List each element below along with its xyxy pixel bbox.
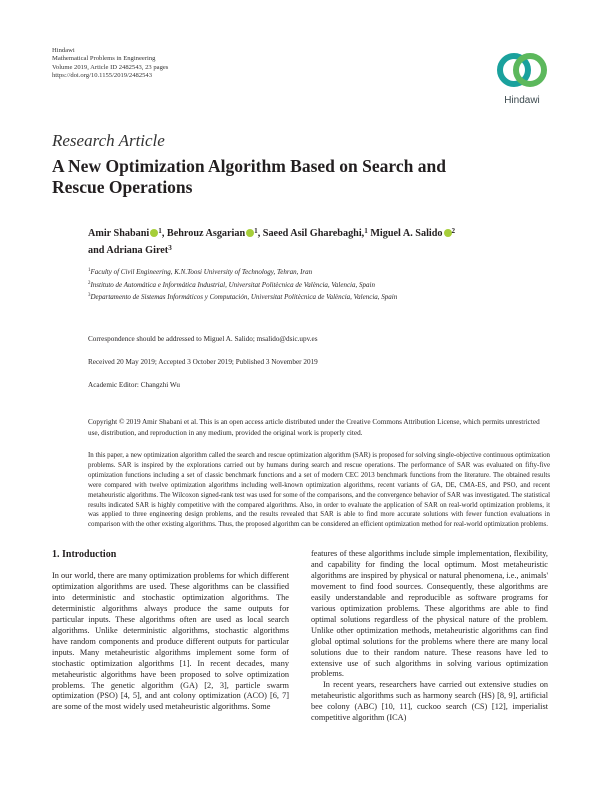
author: Miguel A. Salido $^2$ bbox=[370, 227, 456, 239]
author: Behrouz Asgarian $^1$, bbox=[166, 227, 263, 239]
journal-name: Mathematical Problems in Engineering bbox=[52, 55, 156, 63]
paragraph: In recent years, researchers have carried out extensive studies on metaheuristic algorithms such as harmony search (HS) [8, 9], artificial bee colony (ABC) [10, 11], cuckoo search (CS) [12], imperialist competitive algorithm (ICA) bbox=[311, 680, 548, 723]
orcid-icon[interactable] bbox=[444, 229, 452, 237]
journal-doi[interactable]: https://doi.org/10.1155/2019/2482543 bbox=[52, 72, 153, 80]
article-type: Research Article bbox=[52, 131, 165, 150]
journal-publisher: Hindawi bbox=[52, 47, 75, 54]
hindawi-logo-icon bbox=[494, 47, 550, 93]
paper-title: A New Optimization Algorithm Based on Search and Rescue Operations bbox=[52, 156, 446, 197]
publication-dates: Received 20 May 2019; Accepted 3 October 2019; Published 3 November 2019 bbox=[88, 358, 318, 366]
affiliation: $^1$Faculty of Civil Engineering, K.N.Toosi University of Technology, Tehran, Iran bbox=[88, 268, 313, 276]
affiliation: $^2$Instituto de Automática e Informática Industrial, Universitat Politècnica de València, Valencia, Spain bbox=[88, 280, 375, 289]
intro-right-column bbox=[311, 549, 548, 724]
author: and Adriana Giret$^3$ bbox=[88, 244, 172, 256]
abstract: In this paper, a new optimization algorithm called the search and rescue optimization algorithm (SAR) is proposed for solving single-objective continuous optimization problems. SAR is inspired by the explorations carried out by humans during search and rescue operations. The performance of SAR was evaluated on fifty-five optimization functions including a set of classic benchmark functions and a set of modern CEC 2013 benchmark functions from the literature. The obtained results were compared with twelve optimization algorithms including well-known optimization algorithms, recent variants of GA, DE, CMA-ES, and PSO, and recent metaheuristic algorithms. The Wilcoxon signed-rank test was used for some of the comparisons, and the convergence behavior of SAR was investigated. The statistical results indicated SAR is highly competitive with the compared algorithms. Also, in order to evaluate the application of SAR on real-world optimization problems, it was applied to three engineering design problems, and the results revealed that SAR is able to find more accurate solutions with fewer function evaluations in comparison with the other existing algorithms. Thus, the proposed algorithm can be considered an efficient optimization method for real-world optimization problems. bbox=[88, 452, 550, 529]
author: Amir Shabani $^1$, bbox=[88, 227, 167, 239]
paragraph: features of these algorithms include simple implementation, flexibility, and capability for finding the local optimum. Most metaheuristic algorithms are inspired by physical or natural phenomena, i.e., animals' movement to find food sources. Consequently, these algorithms are easily understandable and reproducible as software programs for various optimization problems. These algorithms are able to find optimal solutions regardless of the physical nature of the problem. Unlike other optimization methods, metaheuristic algorithms can find global optimal solutions for the problems where there are many local solutions due to their random nature. These reasons have led to extensive use of such algorithms in solving various optimization problems. bbox=[311, 549, 548, 679]
author-list bbox=[88, 225, 568, 259]
hindawi-logo bbox=[494, 47, 550, 109]
copyright-notice: Copyright © 2019 Amir Shabani et al. This is an open access article distributed under the Creative Commons Attribution License, which permits unrestricted use, distribution, and reproduction in any medium, provided the original work is properly cited. bbox=[88, 418, 540, 437]
journal-volume: Volume 2019, Article ID 2482543, 23 pages bbox=[52, 63, 169, 71]
journal-info bbox=[52, 47, 168, 81]
orcid-icon[interactable] bbox=[246, 229, 254, 237]
intro-left-column bbox=[52, 571, 289, 713]
academic-editor: Academic Editor: Changzhi Wu bbox=[88, 381, 180, 389]
affiliations bbox=[88, 266, 568, 304]
affiliation: $^3$Departamento de Sistemas Informáticos y Computación, Universitat Politècnica de València, Valencia, Spain bbox=[88, 293, 398, 301]
hindawi-logo-text: Hindawi bbox=[504, 95, 540, 106]
correspondence: Correspondence should be addressed to Miguel A. Salido; msalido@dsic.upv.es bbox=[88, 335, 318, 343]
paragraph: In our world, there are many optimization problems for which different optimization algorithms are used. These algorithms can be classified into deterministic and stochastic optimization algorithms. The deterministic algorithms always produce the same outputs for particular inputs. These algorithms often are used as local search algorithms. Unlike deterministic algorithms, stochastic algorithms have random components and produce different outputs for particular inputs. Many metaheuristic algorithms implement some form of stochastic optimization algorithms [1]. In recent decades, many metaheuristic algorithms have been proposed to solve optimization problems. The genetic algorithm (GA) [2, 3], particle swarm optimization (PSO) [4, 5], and ant colony optimization (ACO) [6, 7] are some of the most widely used metaheuristic algorithms. Some bbox=[52, 571, 289, 712]
author: Saeed Asil Gharebaghi,$^1$ bbox=[262, 227, 368, 239]
section-heading: 1. Introduction bbox=[52, 549, 117, 560]
